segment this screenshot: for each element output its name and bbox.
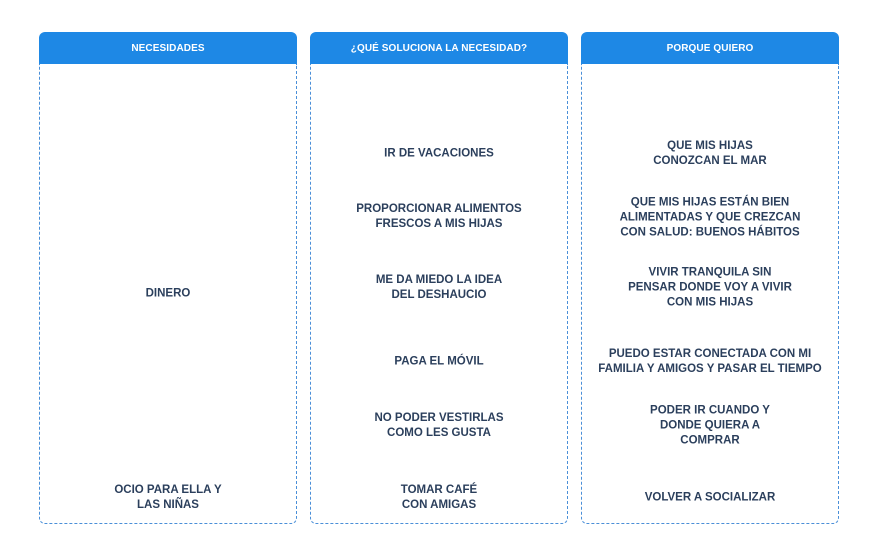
column-body xyxy=(581,64,839,524)
solution-item: IR DE VACACIONES xyxy=(384,147,494,160)
solution-item: PROPORCIONAR ALIMENTOS FRESCOS A MIS HIJAS xyxy=(356,203,522,230)
reason-item: QUE MIS HIJAS CONOZCAN EL MAR xyxy=(653,140,767,167)
column-necesidades xyxy=(39,32,297,524)
need-item: OCIO PARA ELLA Y LAS NIÑAS xyxy=(114,484,222,511)
reason-item: VOLVER A SOCIALIZAR xyxy=(644,491,776,504)
reason-item: PODER IR CUANDO Y DONDE QUIERA A COMPRAR xyxy=(650,404,770,447)
reason-item: QUE MIS HIJAS ESTÁN BIEN ALIMENTADAS Y QUE CREZCAN CON SALUD: BUENOS HÁBITOS xyxy=(619,196,801,239)
reason-item: PUEDO ESTAR CONECTADA CON MI FAMILIA Y AMIGOS Y PASAR EL TIEMPO xyxy=(598,348,822,375)
column-body xyxy=(39,64,297,524)
column-header: ¿QUÉ SOLUCIONA LA NECESIDAD? xyxy=(310,32,568,64)
column-header: NECESIDADES xyxy=(39,32,297,64)
need-item: DINERO xyxy=(145,287,191,300)
column-body xyxy=(310,64,568,524)
reason-item: VIVIR TRANQUILA SIN PENSAR DONDE VOY A VIVIR CON MIS HIJAS xyxy=(628,266,792,309)
column-header: PORQUE QUIERO xyxy=(581,32,839,64)
solution-item: NO PODER VESTIRLAS COMO LES GUSTA xyxy=(374,412,504,439)
solution-item: ME DA MIEDO LA IDEA DEL DESHAUCIO xyxy=(375,274,503,301)
solution-item: PAGA EL MÓVIL xyxy=(394,355,484,368)
solution-item: TOMAR CAFÉ CON AMIGAS xyxy=(400,484,478,511)
column-porque-quiero xyxy=(581,32,839,524)
column-que-soluciona xyxy=(310,32,568,524)
